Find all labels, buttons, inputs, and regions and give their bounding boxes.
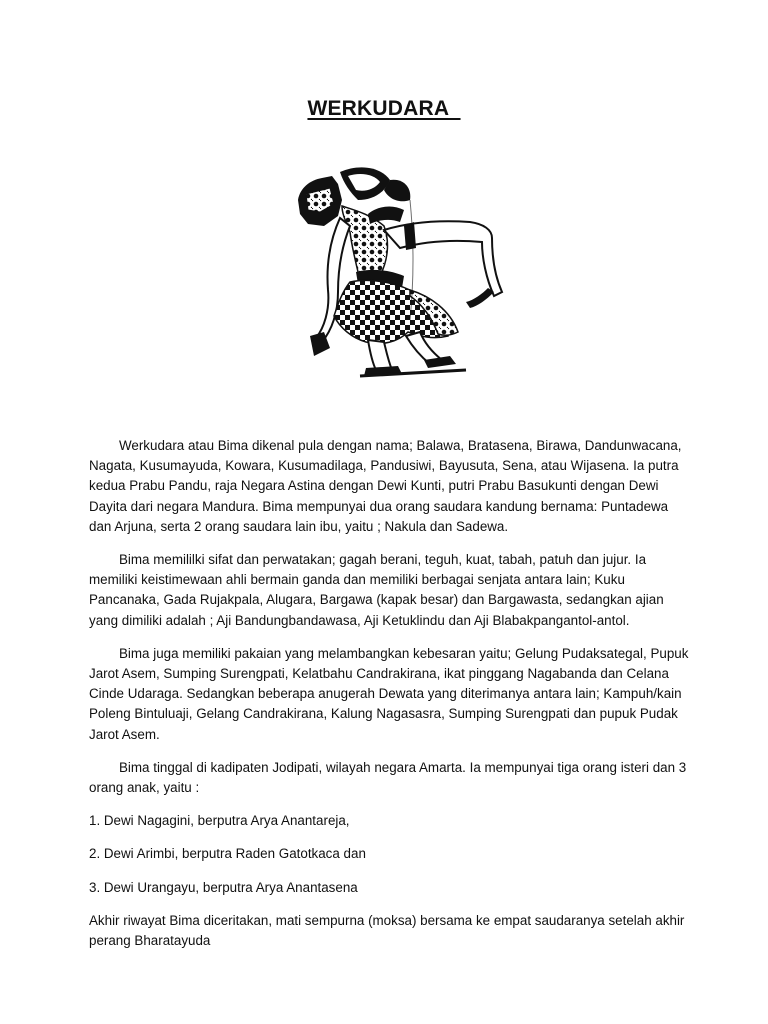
paragraph-attire: Bima juga memiliki pakaian yang melambangkan kebesaran yaitu; Gelung Pudaksategal, Pupuk Jarot Asem, Sumping Surengpati, Kelatbahu Candrakirana, ikat pinggang Nagabanda dan Celana Cinde Udaraga. Sedangkan beberapa anugerah Dewata yang diterimanya antara lain; Kampuh/kain Poleng Bintuluaji, Gelang Candrakirana, Kalung Nagasasra, Sumping Surengpati dan pupuk Pudak Jarot Asem. <box>89 645 689 742</box>
wayang-kulit-bima-figure-icon <box>280 160 540 400</box>
paragraph-closing: Akhir riwayat Bima diceritakan, mati sempurna (moksa) bersama ke empat saudaranya setelah akhir perang Bharatayuda <box>89 912 685 949</box>
paragraph-intro: Werkudara atau Bima dikenal pula dengan nama; Balawa, Bratasena, Birawa, Dandunwacana, Nagata, Kusumayuda, Kowara, Kusumadilaga, Pandusiwi, Bayusuta, Sena, atau Wijasena. Ia putra kedua Prabu Pandu, raja Negara Astina dengan Dewi Kunti, putri Prabu Basukunti dengan Dewi Dayita dari negara Mandura. Bima mempunyai dua orang saudara kandung bernama: Puntadewa dan Arjuna, serta 2 orang saudara lain ibu, yaitu ; Nakula dan Sadewa. <box>89 438 682 534</box>
list-item-wife-3: 3. Dewi Urangayu, berputra Arya Anantasena <box>89 879 358 895</box>
wayang-figure-image <box>280 160 540 400</box>
paragraph-traits: Bima memililki sifat dan perwatakan; gagah berani, teguh, kuat, tabah, patuh dan jujur. Ia memiliki keistimewaan ahli bermain ganda dan memiliki berbagai senjata antara lain; Kuku Pancanaka, Gada Rujakpala, Alugara, Bargawa (kapak besar) dan Bargawasta, sedangkan ajian yang dimiliki adalah ; Aji Bandungbandawasa, Aji Ketuklindu dan Aji Blabakpangantol-antol. <box>89 552 664 628</box>
page-title-text: WERKUDARA <box>307 97 461 120</box>
document-body <box>89 436 689 951</box>
list-item-wife-2: 2. Dewi Arimbi, berputra Raden Gatotkaca dan <box>89 846 366 862</box>
page-title <box>0 97 768 121</box>
paragraph-residence: Bima tinggal di kadipaten Jodipati, wilayah negara Amarta. Ia mempunyai tiga orang isteri dan 3 orang anak, yaitu : <box>89 759 687 796</box>
list-item-wife-1: 1. Dewi Nagagini, berputra Arya Anantareja, <box>89 813 350 829</box>
